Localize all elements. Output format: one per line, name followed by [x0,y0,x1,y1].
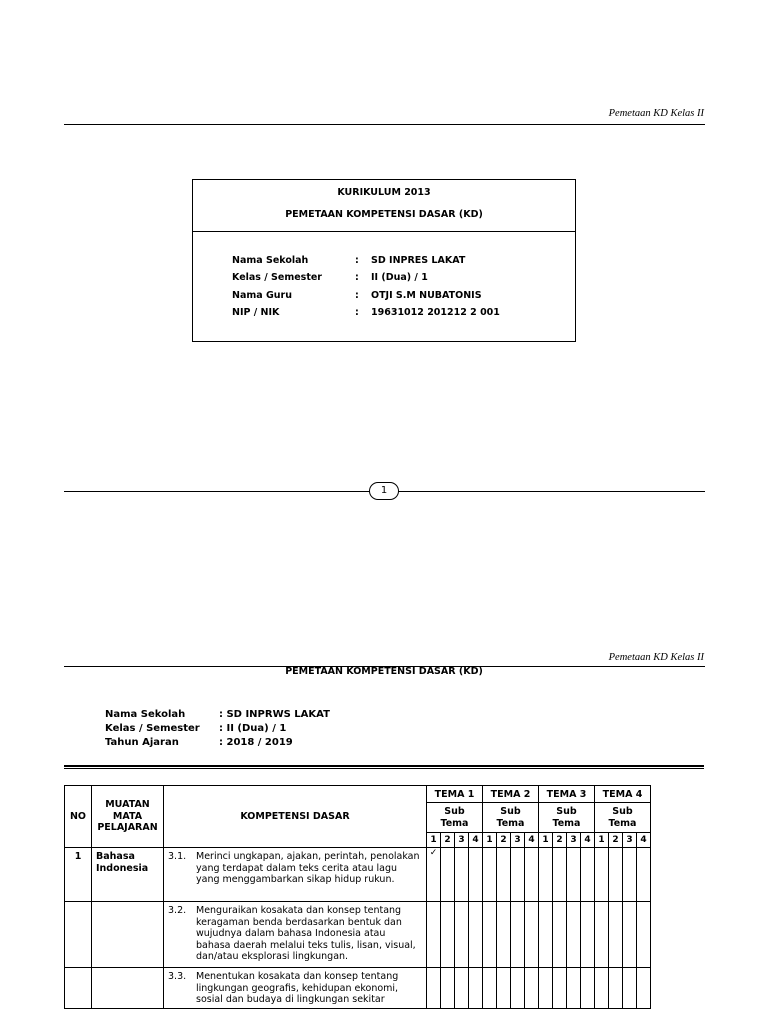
col-header-no: NO [65,786,92,848]
subtema-number: 1 [427,833,441,848]
page-title: PEMETAAN KOMPETENSI DASAR (KD) [285,666,483,677]
subtema-cell[interactable] [553,968,567,1009]
cover-box-header [193,180,575,232]
subtema-number: 4 [637,833,651,848]
subtema-number: 2 [553,833,567,848]
subtema-cell[interactable] [637,902,651,968]
subtema-cell[interactable] [595,848,609,902]
subtema-cell[interactable] [623,902,637,968]
subtema-cell[interactable] [525,848,539,902]
cover-box [192,179,576,342]
row-subject [92,968,164,1009]
col-header-tema-1: TEMA 1 [427,786,483,803]
school-info [232,255,500,324]
kd-cell [164,848,426,888]
subtema-cell[interactable] [553,902,567,968]
subtema-cell[interactable] [525,902,539,968]
subtema-cell[interactable] [455,848,469,902]
kd-number: 3.3. [168,971,187,982]
subtema-number: 2 [497,833,511,848]
subtema-cell[interactable] [539,848,553,902]
subtema-number: 3 [455,833,469,848]
subtema-number: 4 [469,833,483,848]
page-number: 1 [369,482,399,500]
page-header: Pemetaan KD Kelas II [608,652,704,663]
info-label: Nama Guru [232,289,292,301]
info-label: Tahun Ajaran [105,737,179,749]
subtema-number: 1 [595,833,609,848]
table-row [65,968,651,1009]
subtema-cell[interactable] [427,968,441,1009]
info-label: Kelas / Semester [232,272,322,284]
check-icon: ✓ [429,848,438,858]
subtema-cell[interactable] [581,902,595,968]
info-label: Nama Sekolah [105,709,186,720]
page-header: Pemetaan KD Kelas II [608,108,704,119]
col-header-subtema: Sub Tema [539,803,595,833]
subtema-cell[interactable] [539,902,553,968]
subtema-cell[interactable] [497,968,511,1009]
subtema-cell[interactable] [595,902,609,968]
subtema-cell[interactable] [469,848,483,902]
subtema-cell[interactable] [469,968,483,1009]
kd-cell [164,902,426,965]
row-number [65,902,92,968]
subtema-cell[interactable] [511,848,525,902]
subtema-cell[interactable] [539,968,553,1009]
row-kd [164,848,427,902]
subtema-cell[interactable] [469,902,483,968]
kd-number: 3.1. [168,851,187,862]
info-row [232,290,500,307]
footer-rule-right [398,491,705,492]
kd-number: 3.2. [168,905,187,916]
kd-cell [164,968,426,1008]
col-header-subtema: Sub Tema [483,803,539,833]
info-value: : SD INPRWS LAKAT [219,709,330,720]
info-row [105,723,330,737]
info-label: NIP / NIK [232,306,280,318]
kd-text: Menentukan kosakata dan konsep tentang lingkungan geografis, kehidupan ekonomi, sosial dan budaya di lingkungan sekitar [196,971,399,1005]
info-label: Nama Sekolah [232,255,309,266]
subtema-cell[interactable] [623,848,637,902]
kd-mapping-table [64,785,651,1009]
row-subject: Bahasa Indonesia [92,848,164,902]
subtema-cell[interactable] [483,968,497,1009]
col-header-subtema: Sub Tema [595,803,651,833]
table-row [65,848,651,902]
info-value: OTJI S.M NUBATONIS [371,289,482,301]
row-number: 1 [65,848,92,902]
subtema-cell[interactable] [609,848,623,902]
subtema-cell[interactable] [581,848,595,902]
double-rule [64,765,704,767]
subtema-cell[interactable] [441,902,455,968]
kd-text: Menguraikan kosakata dan konsep tentang keragaman benda berdasarkan bentuk dan wujudnya dalam bahasa Indonesia atau bahasa daerah melalui teks tulis, lisan, visual, dan/atau eksplorasi lingkungan. [196,905,416,962]
subtema-cell[interactable] [483,848,497,902]
double-rule [64,768,704,769]
col-header-tema-2: TEMA 2 [483,786,539,803]
info-colon: : [355,255,359,266]
info-row [232,272,500,289]
info-row [105,709,330,723]
col-header-muatan: MUATAN MATA PELAJARAN [92,786,164,848]
subtema-number: 2 [609,833,623,848]
subtema-number: 4 [525,833,539,848]
info-row [232,255,500,272]
row-subject [92,902,164,968]
subtema-cell[interactable] [497,848,511,902]
subtema-number: 1 [539,833,553,848]
info-row [105,737,330,751]
subtema-cell[interactable] [553,848,567,902]
subtema-cell[interactable] [595,968,609,1009]
subtema-cell[interactable] [637,968,651,1009]
subtema-cell[interactable] [581,968,595,1009]
info-row [232,307,500,324]
row-kd [164,902,427,968]
table-row [65,902,651,968]
school-info [105,709,330,752]
subtema-cell[interactable] [455,902,469,968]
row-number [65,968,92,1009]
info-value: : 2018 / 2019 [219,737,293,749]
info-value: 19631012 201212 2 001 [371,306,500,318]
subtema-number: 3 [511,833,525,848]
header-rule [64,124,705,125]
kd-text: Merinci ungkapan, ajakan, perintah, penolakan yang terdapat dalam teks cerita atau lagu yang menggambarkan sikap hidup rukun. [196,851,420,885]
subtema-cell[interactable] [623,968,637,1009]
subtema-cell[interactable] [441,968,455,1009]
info-colon: : [355,272,359,284]
subtema-number: 2 [441,833,455,848]
subtema-number: 4 [581,833,595,848]
subtema-number: 1 [483,833,497,848]
subtema-number: 3 [567,833,581,848]
info-value: SD INPRES LAKAT [371,255,466,266]
info-colon: : [355,289,359,301]
col-header-subtema: Sub Tema [427,803,483,833]
subtema-cell[interactable] [427,848,441,902]
subtema-cell[interactable] [511,902,525,968]
col-header-tema-4: TEMA 4 [595,786,651,803]
subtema-cell[interactable] [497,902,511,968]
subtema-cell[interactable] [455,968,469,1009]
info-colon: : [355,306,359,318]
subtema-cell[interactable] [441,848,455,902]
col-header-kd: KOMPETENSI DASAR [164,786,427,848]
info-value: II (Dua) / 1 [371,272,428,284]
subtema-cell[interactable] [609,902,623,968]
footer-rule-left [64,491,370,492]
row-kd [164,968,427,1009]
mapping-title: PEMETAAN KOMPETENSI DASAR (KD) [285,209,483,220]
subtema-cell[interactable] [427,902,441,968]
subtema-cell[interactable] [483,902,497,968]
subtema-cell[interactable] [511,968,525,1009]
subtema-number: 3 [623,833,637,848]
subtema-cell[interactable] [637,848,651,902]
curriculum-title: KURIKULUM 2013 [337,187,431,198]
subtema-cell[interactable] [567,848,581,902]
info-label: Kelas / Semester [105,723,200,735]
subtema-cell[interactable] [567,968,581,1009]
subtema-cell[interactable] [567,902,581,968]
info-value: : II (Dua) / 1 [219,723,287,735]
subtema-cell[interactable] [609,968,623,1009]
col-header-tema-3: TEMA 3 [539,786,595,803]
subtema-cell[interactable] [525,968,539,1009]
